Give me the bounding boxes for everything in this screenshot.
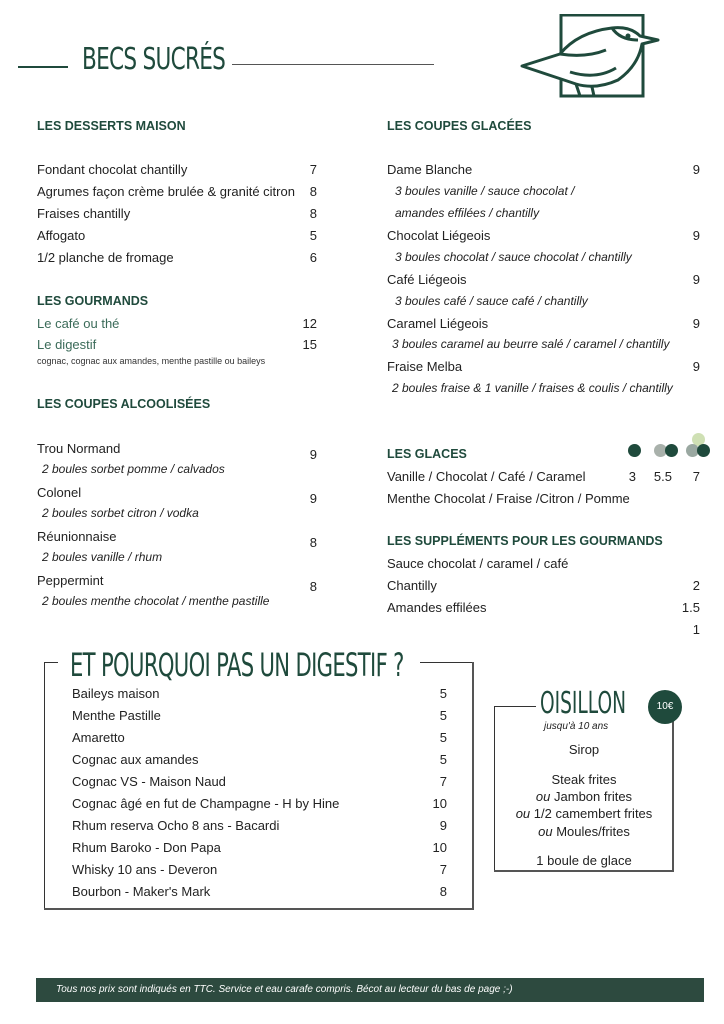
oisillon-title: OISILLON: [540, 686, 627, 721]
oisillon-box-border: [494, 870, 674, 872]
oisillon-box-border: [494, 706, 536, 707]
list-item: Le café ou thé: [37, 316, 120, 331]
list-item: 1/2 planche de fromage: [37, 250, 174, 265]
item-description: 3 boules vanille / sauce chocolat /: [395, 184, 575, 198]
item-price: 7: [309, 162, 317, 177]
list-item: Trou Normand: [37, 441, 121, 456]
list-item: Sauce chocolat / caramel / café: [387, 556, 569, 571]
item-price: 5: [439, 708, 447, 723]
item-price: 1.5: [681, 600, 700, 615]
glacees-heading: LES COUPES GLACÉES: [387, 119, 532, 133]
footer-text: Tous nos prix sont indiqués en TTC. Service et eau carafe compris. Bécot au lecteur du bas de page ;-): [56, 984, 513, 995]
price-badge-label: 10€: [656, 701, 674, 712]
price-badge: [648, 690, 682, 724]
scoop-two-icon: [665, 444, 678, 457]
glaces-flavours-2: Menthe Chocolat / Fraise /Citron / Pomme: [387, 491, 630, 506]
item-price: 7: [439, 862, 447, 877]
item-price: 8: [309, 206, 317, 221]
gourmands-heading: LES GOURMANDS: [37, 294, 149, 308]
list-item: Affogato: [37, 228, 86, 243]
item-price: 10: [432, 796, 447, 811]
scoop-one-icon: [628, 444, 641, 457]
list-item: Dame Blanche: [387, 162, 473, 177]
item-price: 5: [439, 730, 447, 745]
desserts-heading: LES DESSERTS MAISON: [37, 119, 186, 133]
item-price: 6: [309, 250, 317, 265]
digestif-box-border: [44, 662, 45, 910]
list-item: Rhum Baroko - Don Papa: [72, 840, 221, 855]
header-rule-right: [232, 64, 434, 65]
digestif-box-border: [420, 662, 473, 663]
item-description: 2 boules sorbet citron / vodka: [42, 506, 199, 520]
item-price: 9: [692, 272, 700, 287]
item-price: 12: [302, 316, 317, 331]
page-title: BECS SUCRÉS: [82, 42, 226, 77]
item-price: 8: [309, 184, 317, 199]
item-price: 8: [439, 884, 447, 899]
list-item: Amandes effilées: [387, 600, 487, 615]
oisillon-main-3-text: 1/2 camembert frites: [533, 806, 653, 821]
list-item: Café Liégeois: [387, 272, 467, 287]
oisillon-main-2-text: Jambon frites: [554, 789, 633, 804]
digestif-box-border: [44, 908, 474, 910]
list-item: Cognac aux amandes: [72, 752, 199, 767]
list-item: Fondant chocolat chantilly: [37, 162, 188, 177]
digestif-box-border: [44, 662, 58, 663]
item-price: 9: [692, 359, 700, 374]
digestif-title: ET POURQUOI PAS UN DIGESTIF ?: [70, 646, 404, 684]
item-price: 7: [439, 774, 447, 789]
oisillon-dessert: 1 boule de glace: [536, 853, 632, 868]
list-item: Fraise Melba: [387, 359, 463, 374]
item-description: 3 boules chocolat / sauce chocolat / chantilly: [395, 250, 632, 264]
or-label: ou: [538, 824, 553, 839]
item-price: 5: [439, 686, 447, 701]
item-description: 2 boules vanille / rhum: [42, 550, 163, 564]
item-price: 5: [439, 752, 447, 767]
item-price: 9: [692, 228, 700, 243]
list-item: Peppermint: [37, 573, 104, 588]
item-description: 2 boules sorbet pomme / calvados: [42, 462, 225, 476]
list-item: Whisky 10 ans - Deveron: [72, 862, 218, 877]
oisillon-main-4: [494, 824, 674, 839]
glaces-price-3: 7: [692, 469, 700, 484]
list-item: Amaretto: [72, 730, 125, 745]
alcool-heading: LES COUPES ALCOOLISÉES: [37, 397, 211, 411]
list-item: Réunionnaise: [37, 529, 117, 544]
bird-logo-icon: [520, 14, 664, 98]
oisillon-main-2: [494, 789, 674, 804]
list-item: Rhum reserva Ocho 8 ans - Bacardi: [72, 818, 280, 833]
list-item: Colonel: [37, 485, 82, 500]
item-description: 2 boules menthe chocolat / menthe pastille: [42, 594, 270, 608]
glaces-price-2: 5.5: [653, 469, 672, 484]
list-item: Baileys maison: [72, 686, 160, 701]
scoop-three-icon: [697, 444, 710, 457]
item-price: 8: [309, 579, 317, 594]
list-item: Cognac âgé en fut de Champagne - H by Hine: [72, 796, 340, 811]
item-price: 8: [309, 535, 317, 550]
glaces-flavours-1: Vanille / Chocolat / Café / Caramel: [387, 469, 586, 484]
list-item: Cognac VS - Maison Naud: [72, 774, 226, 789]
list-item: Menthe Pastille: [72, 708, 161, 723]
item-price: 9: [309, 447, 317, 462]
header-rule-left: [18, 66, 68, 68]
oisillon-drink: Sirop: [568, 742, 600, 757]
list-item: Chocolat Liégeois: [387, 228, 491, 243]
digestif-box-border: [472, 662, 474, 910]
list-item: Caramel Liégeois: [387, 316, 489, 331]
list-item: Chantilly: [387, 578, 437, 593]
item-price: 9: [692, 316, 700, 331]
item-description: 3 boules caramel au beurre salé / caramel / chantilly: [392, 337, 670, 351]
list-item: Le digestif: [37, 337, 97, 352]
oisillon-main-3: [494, 806, 674, 821]
or-label: ou: [535, 789, 551, 804]
list-item: Bourbon - Maker's Mark: [72, 884, 211, 899]
oisillon-main-4-text: Moules/frites: [556, 824, 630, 839]
footer-banner: [36, 978, 704, 1002]
glaces-price-1: 3: [628, 469, 636, 484]
item-price: 9: [439, 818, 447, 833]
item-price: 9: [692, 162, 700, 177]
item-price: 15: [302, 337, 317, 352]
or-label: ou: [515, 806, 531, 821]
oisillon-subtitle: jusqu'à 10 ans: [544, 721, 609, 732]
list-item: Agrumes façon crème brulée & granité citron: [37, 184, 295, 199]
oisillon-main-1: Steak frites: [551, 772, 617, 787]
item-description: 3 boules café / sauce café / chantilly: [395, 294, 588, 308]
item-description: 2 boules fraise & 1 vanille / fraises & coulis / chantilly: [392, 381, 673, 395]
item-price: 9: [309, 491, 317, 506]
glaces-heading: LES GLACES: [387, 447, 467, 461]
list-item: Fraises chantilly: [37, 206, 131, 221]
item-price: 2: [692, 578, 700, 593]
item-price: 5: [309, 228, 317, 243]
item-price: 1: [692, 622, 700, 637]
item-description: amandes effilées / chantilly: [395, 206, 540, 220]
item-price: 10: [432, 840, 447, 855]
supplements-heading: LES SUPPLÉMENTS POUR LES GOURMANDS: [387, 534, 663, 548]
gourmands-note: cognac, cognac aux amandes, menthe pastille ou baileys: [37, 356, 266, 366]
